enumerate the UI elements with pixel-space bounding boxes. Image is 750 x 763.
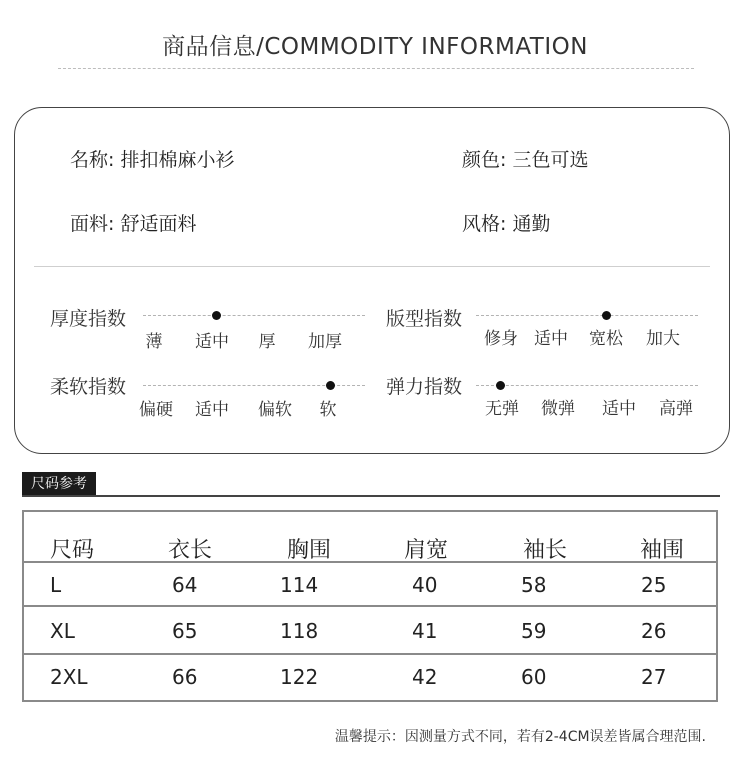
fit-option: 宽松 — [589, 329, 623, 349]
table-cell: 60 — [521, 665, 547, 689]
fit-scale-line — [476, 315, 698, 316]
size-section-rule — [22, 495, 720, 497]
table-cell: 42 — [412, 665, 438, 689]
table-header-cell: 胸围 — [287, 538, 332, 563]
table-header-cell: 肩宽 — [404, 538, 449, 563]
thickness-index-label: 厚度指数 — [50, 308, 127, 330]
table-header-cell: 袖长 — [523, 538, 568, 563]
elasticity-selected-marker — [496, 381, 505, 390]
softness-option: 软 — [319, 400, 337, 420]
softness-selected-marker — [326, 381, 335, 390]
thickness-scale-line — [143, 315, 365, 316]
thickness-option: 适中 — [195, 332, 229, 352]
thickness-option: 加厚 — [308, 332, 342, 352]
table-row-divider — [22, 605, 718, 607]
table-cell: 40 — [412, 573, 438, 597]
fit-selected-marker — [602, 311, 611, 320]
fit-option: 适中 — [534, 329, 568, 349]
softness-option: 偏硬 — [139, 400, 173, 420]
table-cell: L — [50, 573, 62, 597]
table-cell: 64 — [172, 573, 198, 597]
table-cell: 26 — [641, 619, 667, 643]
card-divider — [34, 266, 710, 267]
table-cell: 27 — [641, 665, 667, 689]
softness-index-label: 柔软指数 — [50, 376, 127, 398]
fit-option: 加大 — [646, 329, 680, 349]
product-fabric: 面料: 舒适面料 — [70, 213, 197, 235]
table-cell: 58 — [521, 573, 547, 597]
table-header-cell: 袖围 — [640, 538, 685, 563]
table-header-cell: 衣长 — [168, 538, 213, 563]
table-cell: XL — [50, 619, 75, 643]
table-cell: 122 — [280, 665, 319, 689]
elasticity-option: 无弹 — [485, 399, 519, 419]
table-cell: 25 — [641, 573, 667, 597]
table-cell: 2XL — [50, 665, 88, 689]
softness-option: 适中 — [195, 400, 229, 420]
product-style: 风格: 通勤 — [462, 213, 551, 235]
elasticity-option: 微弹 — [541, 399, 575, 419]
fit-option: 修身 — [484, 329, 518, 349]
table-cell: 41 — [412, 619, 438, 643]
elasticity-scale-line — [476, 385, 698, 386]
table-row-divider — [22, 561, 718, 563]
thickness-option: 薄 — [145, 332, 163, 352]
thickness-selected-marker — [212, 311, 221, 320]
page-title: 商品信息/COMMODITY INFORMATION — [162, 34, 588, 60]
table-cell: 59 — [521, 619, 547, 643]
product-name: 名称: 排扣棉麻小衫 — [70, 149, 235, 171]
title-divider — [58, 68, 694, 69]
size-reference-tag: 尺码参考 — [22, 472, 96, 496]
product-color: 颜色: 三色可选 — [462, 149, 589, 171]
softness-option: 偏软 — [258, 400, 292, 420]
elasticity-option: 适中 — [602, 399, 636, 419]
elasticity-option: 高弹 — [659, 399, 693, 419]
fit-index-label: 版型指数 — [386, 308, 463, 330]
table-cell: 66 — [172, 665, 198, 689]
table-cell: 114 — [280, 573, 319, 597]
measurement-note: 温馨提示：因测量方式不同，若有2-4CM误差皆属合理范围. — [334, 729, 706, 745]
thickness-option: 厚 — [258, 332, 276, 352]
table-cell: 118 — [280, 619, 319, 643]
table-header-cell: 尺码 — [50, 538, 95, 563]
table-row-divider — [22, 653, 718, 655]
elasticity-index-label: 弹力指数 — [386, 376, 463, 398]
table-cell: 65 — [172, 619, 198, 643]
